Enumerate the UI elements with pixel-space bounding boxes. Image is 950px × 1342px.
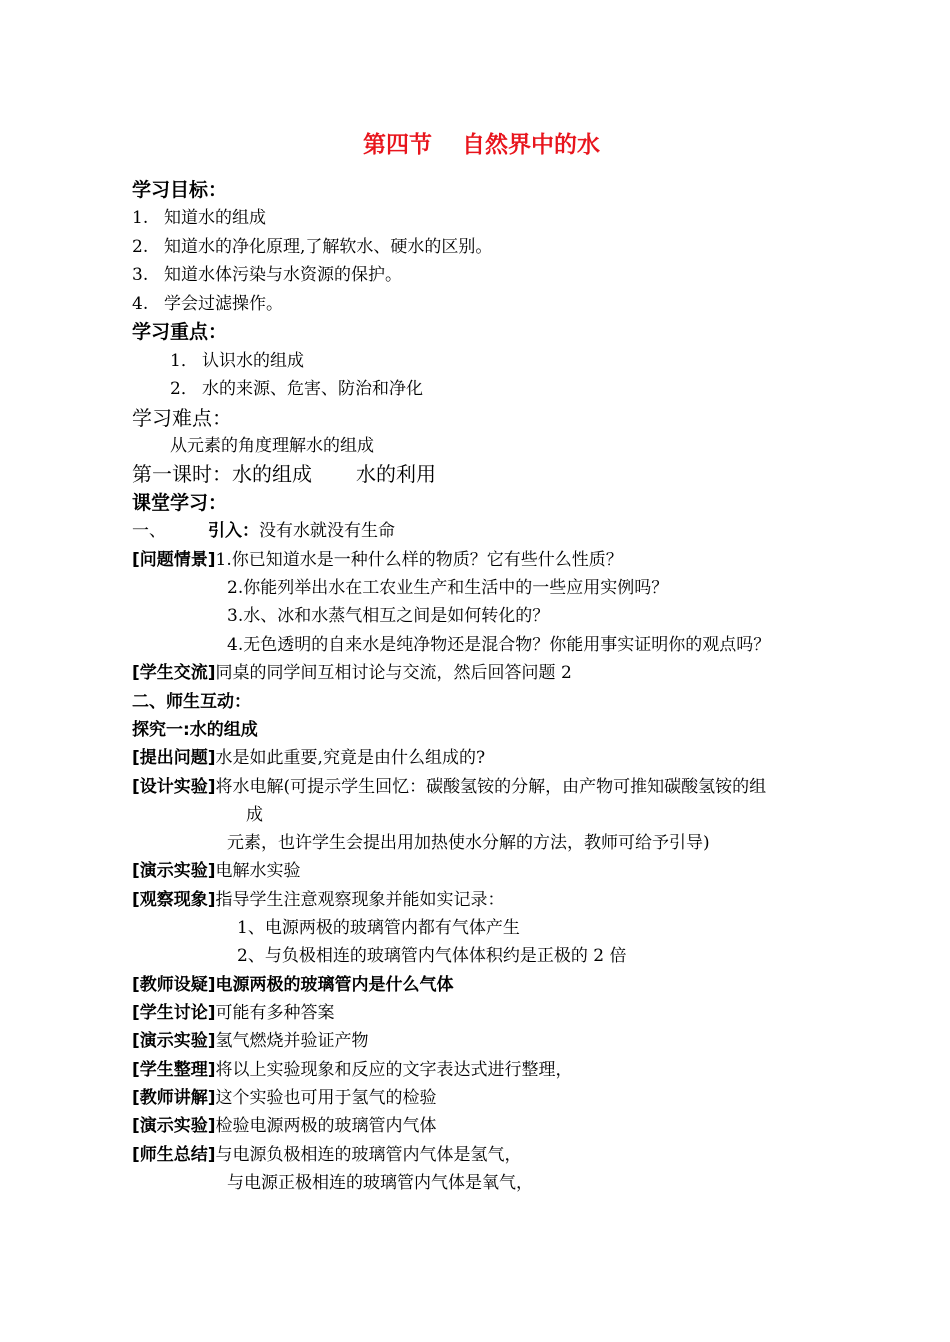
- goal-item: 2. 知道水的净化原理,了解软水、硬水的区别。: [132, 237, 493, 257]
- demo-line: [演示实验]检验电源两极的玻璃管内气体: [132, 1116, 437, 1136]
- key-points-heading: 学习重点：: [132, 321, 228, 343]
- observe-item: 2、与负极相连的玻璃管内气体体积约是正极的 2 倍: [237, 946, 627, 966]
- goal-item: 1. 知道水的组成: [132, 208, 266, 228]
- class-study-heading: 课堂学习：: [132, 492, 228, 514]
- explore-heading: 探究一:水的组成: [132, 720, 258, 740]
- design-line-cont: 元素，也许学生会提出用加热使水分解的方法，教师可给予引导): [227, 833, 710, 853]
- demo-line: [演示实验]氢气燃烧并验证产物: [132, 1031, 369, 1051]
- intro-line: 一、 引入：没有水就没有生命: [132, 521, 395, 541]
- observe-item: 1、电源两极的玻璃管内都有气体产生: [237, 918, 520, 938]
- demo-line: [演示实验]电解水实验: [132, 861, 301, 881]
- discuss-line: [学生讨论]可能有多种答案: [132, 1003, 335, 1023]
- exchange-line: [学生交流]同桌的同学间互相讨论与交流，然后回答问题 2: [132, 663, 572, 683]
- difficulty-text: 从元素的角度理解水的组成: [170, 436, 374, 456]
- design-line-wrap: 成: [246, 805, 263, 825]
- summary-line: [师生总结]与电源负极相连的玻璃管内气体是氢气，: [132, 1145, 522, 1165]
- interaction-heading: 二、师生互动：: [132, 692, 251, 712]
- situation-item: 3.水、冰和水蒸气相互之间是如何转化的？: [227, 606, 550, 626]
- title-name: 自然界中的水: [462, 132, 600, 158]
- situation-tag: [问题情景]: [132, 550, 216, 570]
- summary-line-cont: 与电源正极相连的玻璃管内气体是氧气，: [227, 1173, 533, 1193]
- lecture-line: [教师讲解]这个实验也可用于氢气的检验: [132, 1088, 437, 1108]
- doubt-line: [教师设疑]电源两极的玻璃管内是什么气体: [132, 975, 454, 995]
- key-point-item: 1． 认识水的组成: [170, 351, 304, 371]
- situation-item: 2.你能列举出水在工农业生产和生活中的一些应用实例吗？: [227, 578, 669, 598]
- design-line: [设计实验]将水电解(可提示学生回忆：碳酸氢铵的分解，由产物可推知碳酸氢铵的组: [132, 777, 767, 797]
- goals-heading: 学习目标：: [132, 179, 228, 201]
- question-line: [提出问题]水是如此重要,究竟是由什么组成的?: [132, 748, 486, 768]
- lesson-line: 第一课时：水的组成 水的利用: [132, 462, 436, 486]
- goal-item: 4. 学会过滤操作。: [132, 294, 283, 314]
- difficulty-heading: 学习难点：: [132, 406, 232, 430]
- organize-line: [学生整理]将以上实验现象和反应的文字表达式进行整理，: [132, 1060, 573, 1080]
- title-section-number: 第四节: [363, 132, 432, 158]
- situation-line: [问题情景]1.你已知道水是一种什么样的物质？它有些什么性质？: [132, 550, 623, 570]
- observe-line: [观察现象]指导学生注意观察现象并能如实记录：: [132, 890, 505, 910]
- situation-item: 4.无色透明的自来水是纯净物还是混合物？你能用事实证明你的观点吗？: [227, 635, 771, 655]
- page-title: [363, 134, 600, 157]
- goal-item: 3. 知道水体污染与水资源的保护。: [132, 265, 402, 285]
- key-point-item: 2． 水的来源、危害、防治和净化: [170, 379, 423, 399]
